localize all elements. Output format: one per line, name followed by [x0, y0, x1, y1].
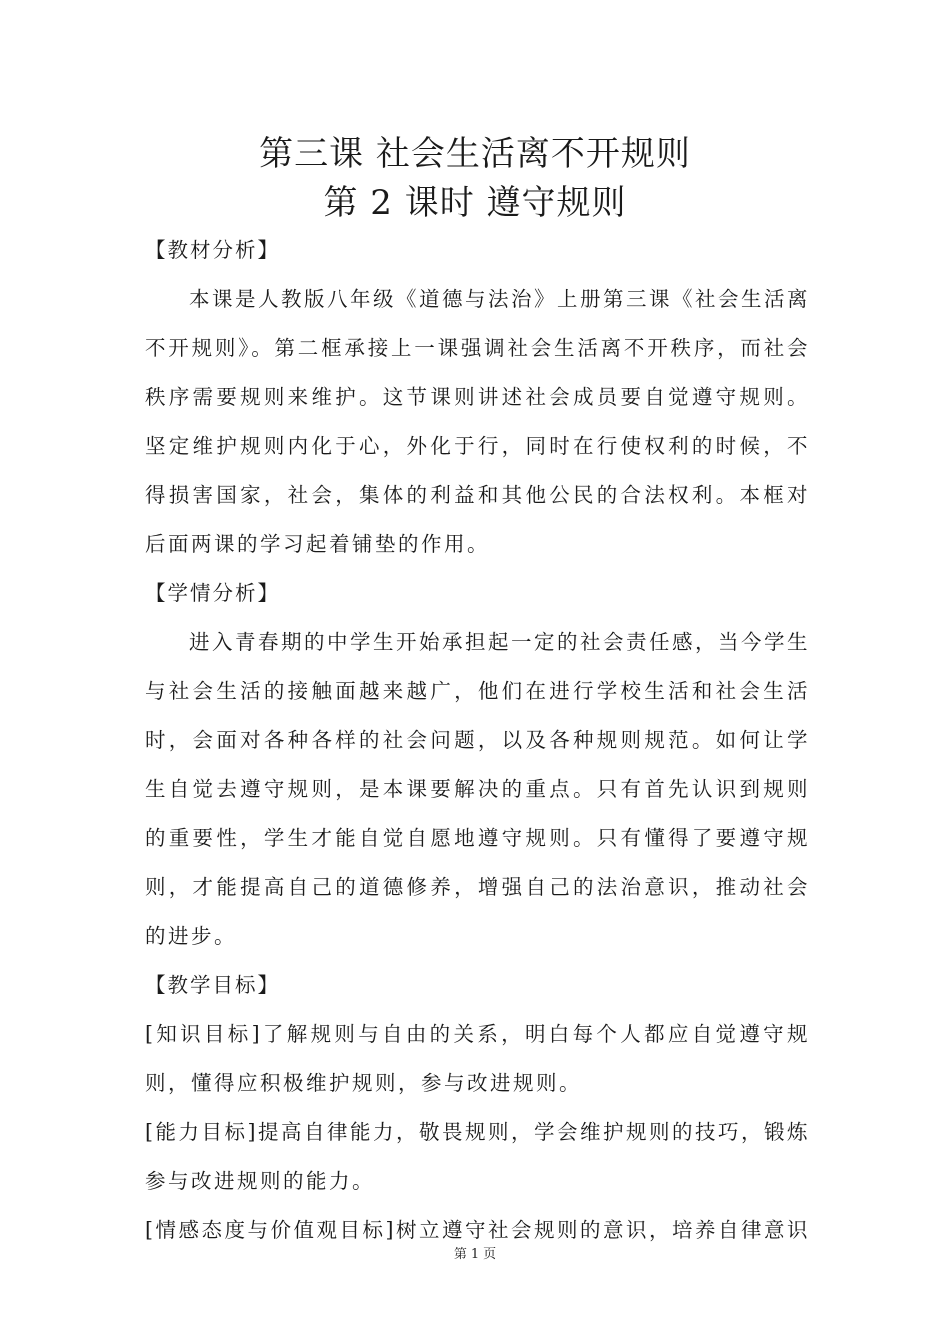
footer-suffix: 页 [483, 1247, 497, 1262]
page-number: 1 [470, 1247, 480, 1262]
goal-knowledge: [知识目标]了解规则与自由的关系，明白每个人都应自觉遵守规则，懂得应积极维护规则，参与改进规则。 [145, 1022, 810, 1095]
document-title: 第三课 社会生活离不开规则 [259, 134, 691, 174]
paragraph-student-analysis: 进入青春期的中学生开始承担起一定的社会责任感，当今学生与社会生活的接触面越来越广，他们在进行学校生活和社会生活时，会面对各种各样的社会问题，以及各种规则规范。如何让学生自觉去遵守规则，是本课要解决的重点。只有首先认识到规则的重要性，学生才能自觉自愿地遵守规则。只有懂得了要遵守规则，才能提高自己的道德修养，增强自己的法治意识，推动社会的进步。 [145, 630, 810, 948]
paragraph-textbook-analysis: 本课是人教版八年级《道德与法治》上册第三课《社会生活离不开规则》。第二框承接上一课强调社会生活离不开秩序，而社会秩序需要规则来维护。这节课则讲述社会成员要自觉遵守规则。坚定维护规则内化于心，外化于行，同时在行使权利的时候，不得损害国家，社会，集体的利益和其他公民的合法权利。本框对后面两课的学习起着铺垫的作用。 [145, 287, 810, 556]
document-body [145, 226, 810, 1255]
section-heading-teaching-goals: 【教学目标】 [145, 973, 280, 997]
page-footer [0, 1246, 950, 1264]
goal-ability: [能力目标]提高自律能力，敬畏规则，学会维护规则的技巧，锻炼参与改进规则的能力。 [145, 1120, 810, 1193]
goal-emotion: [情感态度与价值观目标]树立遵守社会规则的意识，培养自律意识 [145, 1218, 810, 1242]
section-heading-textbook-analysis: 【教材分析】 [145, 238, 280, 262]
document-subtitle: 第 2 课时 遵守规则 [323, 183, 627, 223]
section-heading-student-analysis: 【学情分析】 [145, 581, 280, 605]
footer-prefix: 第 [453, 1247, 467, 1262]
